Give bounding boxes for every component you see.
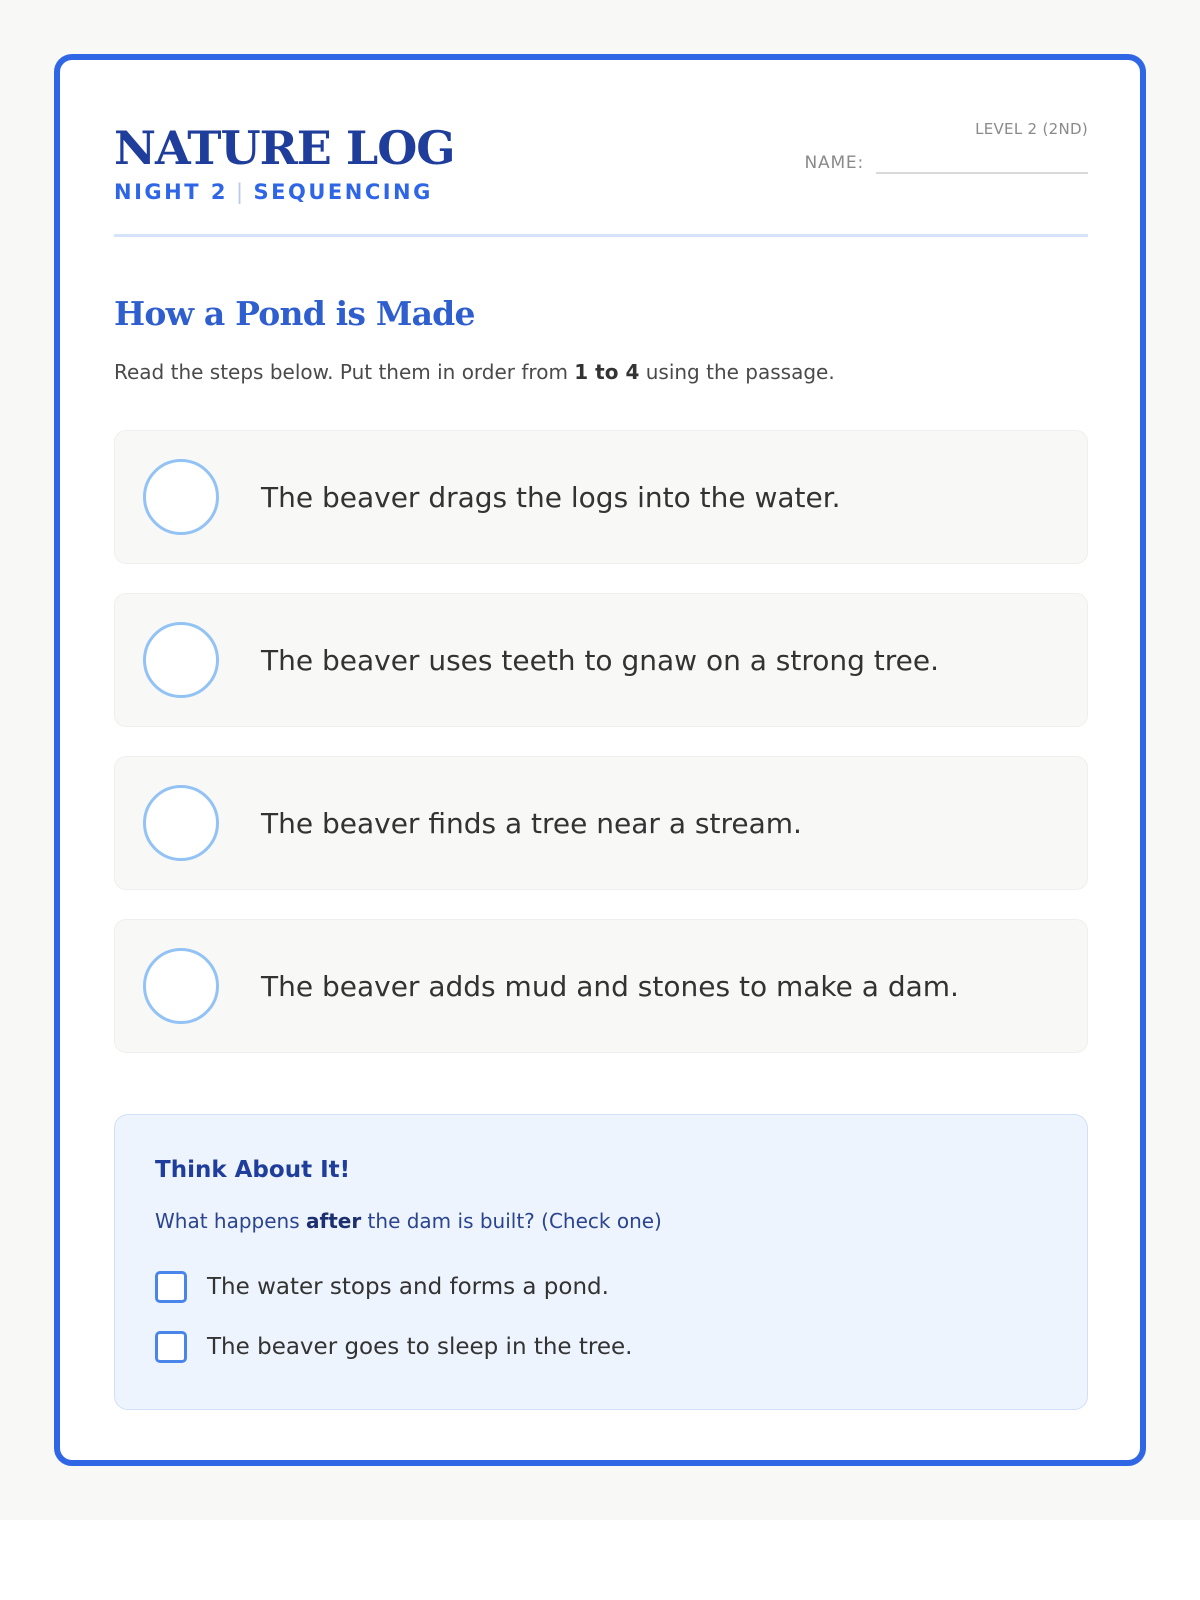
answer-checkbox[interactable] — [155, 1331, 187, 1363]
name-write-line[interactable] — [876, 150, 1088, 174]
step-card — [114, 430, 1088, 564]
answer-label: The beaver goes to sleep in the tree. — [207, 1334, 633, 1360]
level-label: LEVEL 2 (2ND) — [975, 120, 1088, 138]
question-bold: after — [306, 1209, 362, 1233]
answer-option[interactable] — [155, 1271, 609, 1303]
step-number-circle[interactable] — [143, 948, 219, 1024]
instructions-pre: Read the steps below. Put them in order from — [114, 360, 575, 384]
subtitle-separator: | — [235, 180, 246, 204]
answer-checkbox[interactable] — [155, 1271, 187, 1303]
instructions-bold: 1 to 4 — [574, 360, 640, 384]
step-text: The beaver drags the logs into the water. — [261, 480, 841, 514]
step-number-circle[interactable] — [143, 459, 219, 535]
section-title: How a Pond is Made — [114, 294, 475, 333]
answer-label: The water stops and forms a pond. — [207, 1274, 609, 1300]
worksheet-title: NATURE LOG — [114, 121, 455, 175]
think-title: Think About It! — [155, 1157, 351, 1183]
step-number-circle[interactable] — [143, 622, 219, 698]
name-field-row — [805, 150, 1088, 174]
header-divider — [114, 234, 1088, 237]
question-pre: What happens — [155, 1209, 306, 1233]
think-about-it-box — [114, 1114, 1088, 1410]
step-card — [114, 919, 1088, 1053]
step-card — [114, 756, 1088, 890]
night-label: NIGHT 2 — [114, 180, 228, 204]
step-text: The beaver adds mud and stones to make a dam. — [261, 969, 959, 1003]
step-text: The beaver finds a tree near a stream. — [261, 806, 802, 840]
step-text: The beaver uses teeth to gnaw on a strong tree. — [261, 643, 940, 677]
instructions-post: using the passage. — [639, 360, 835, 384]
think-question — [155, 1207, 662, 1235]
answer-option[interactable] — [155, 1331, 632, 1363]
worksheet-subtitle — [114, 178, 433, 206]
worksheet-card — [54, 54, 1146, 1466]
sequencing-steps — [114, 430, 1088, 1082]
question-post: the dam is built? (Check one) — [361, 1209, 662, 1233]
topic-label: SEQUENCING — [253, 180, 433, 204]
name-label: NAME: — [804, 153, 864, 173]
instructions-text — [114, 358, 835, 386]
step-card — [114, 593, 1088, 727]
step-number-circle[interactable] — [143, 785, 219, 861]
